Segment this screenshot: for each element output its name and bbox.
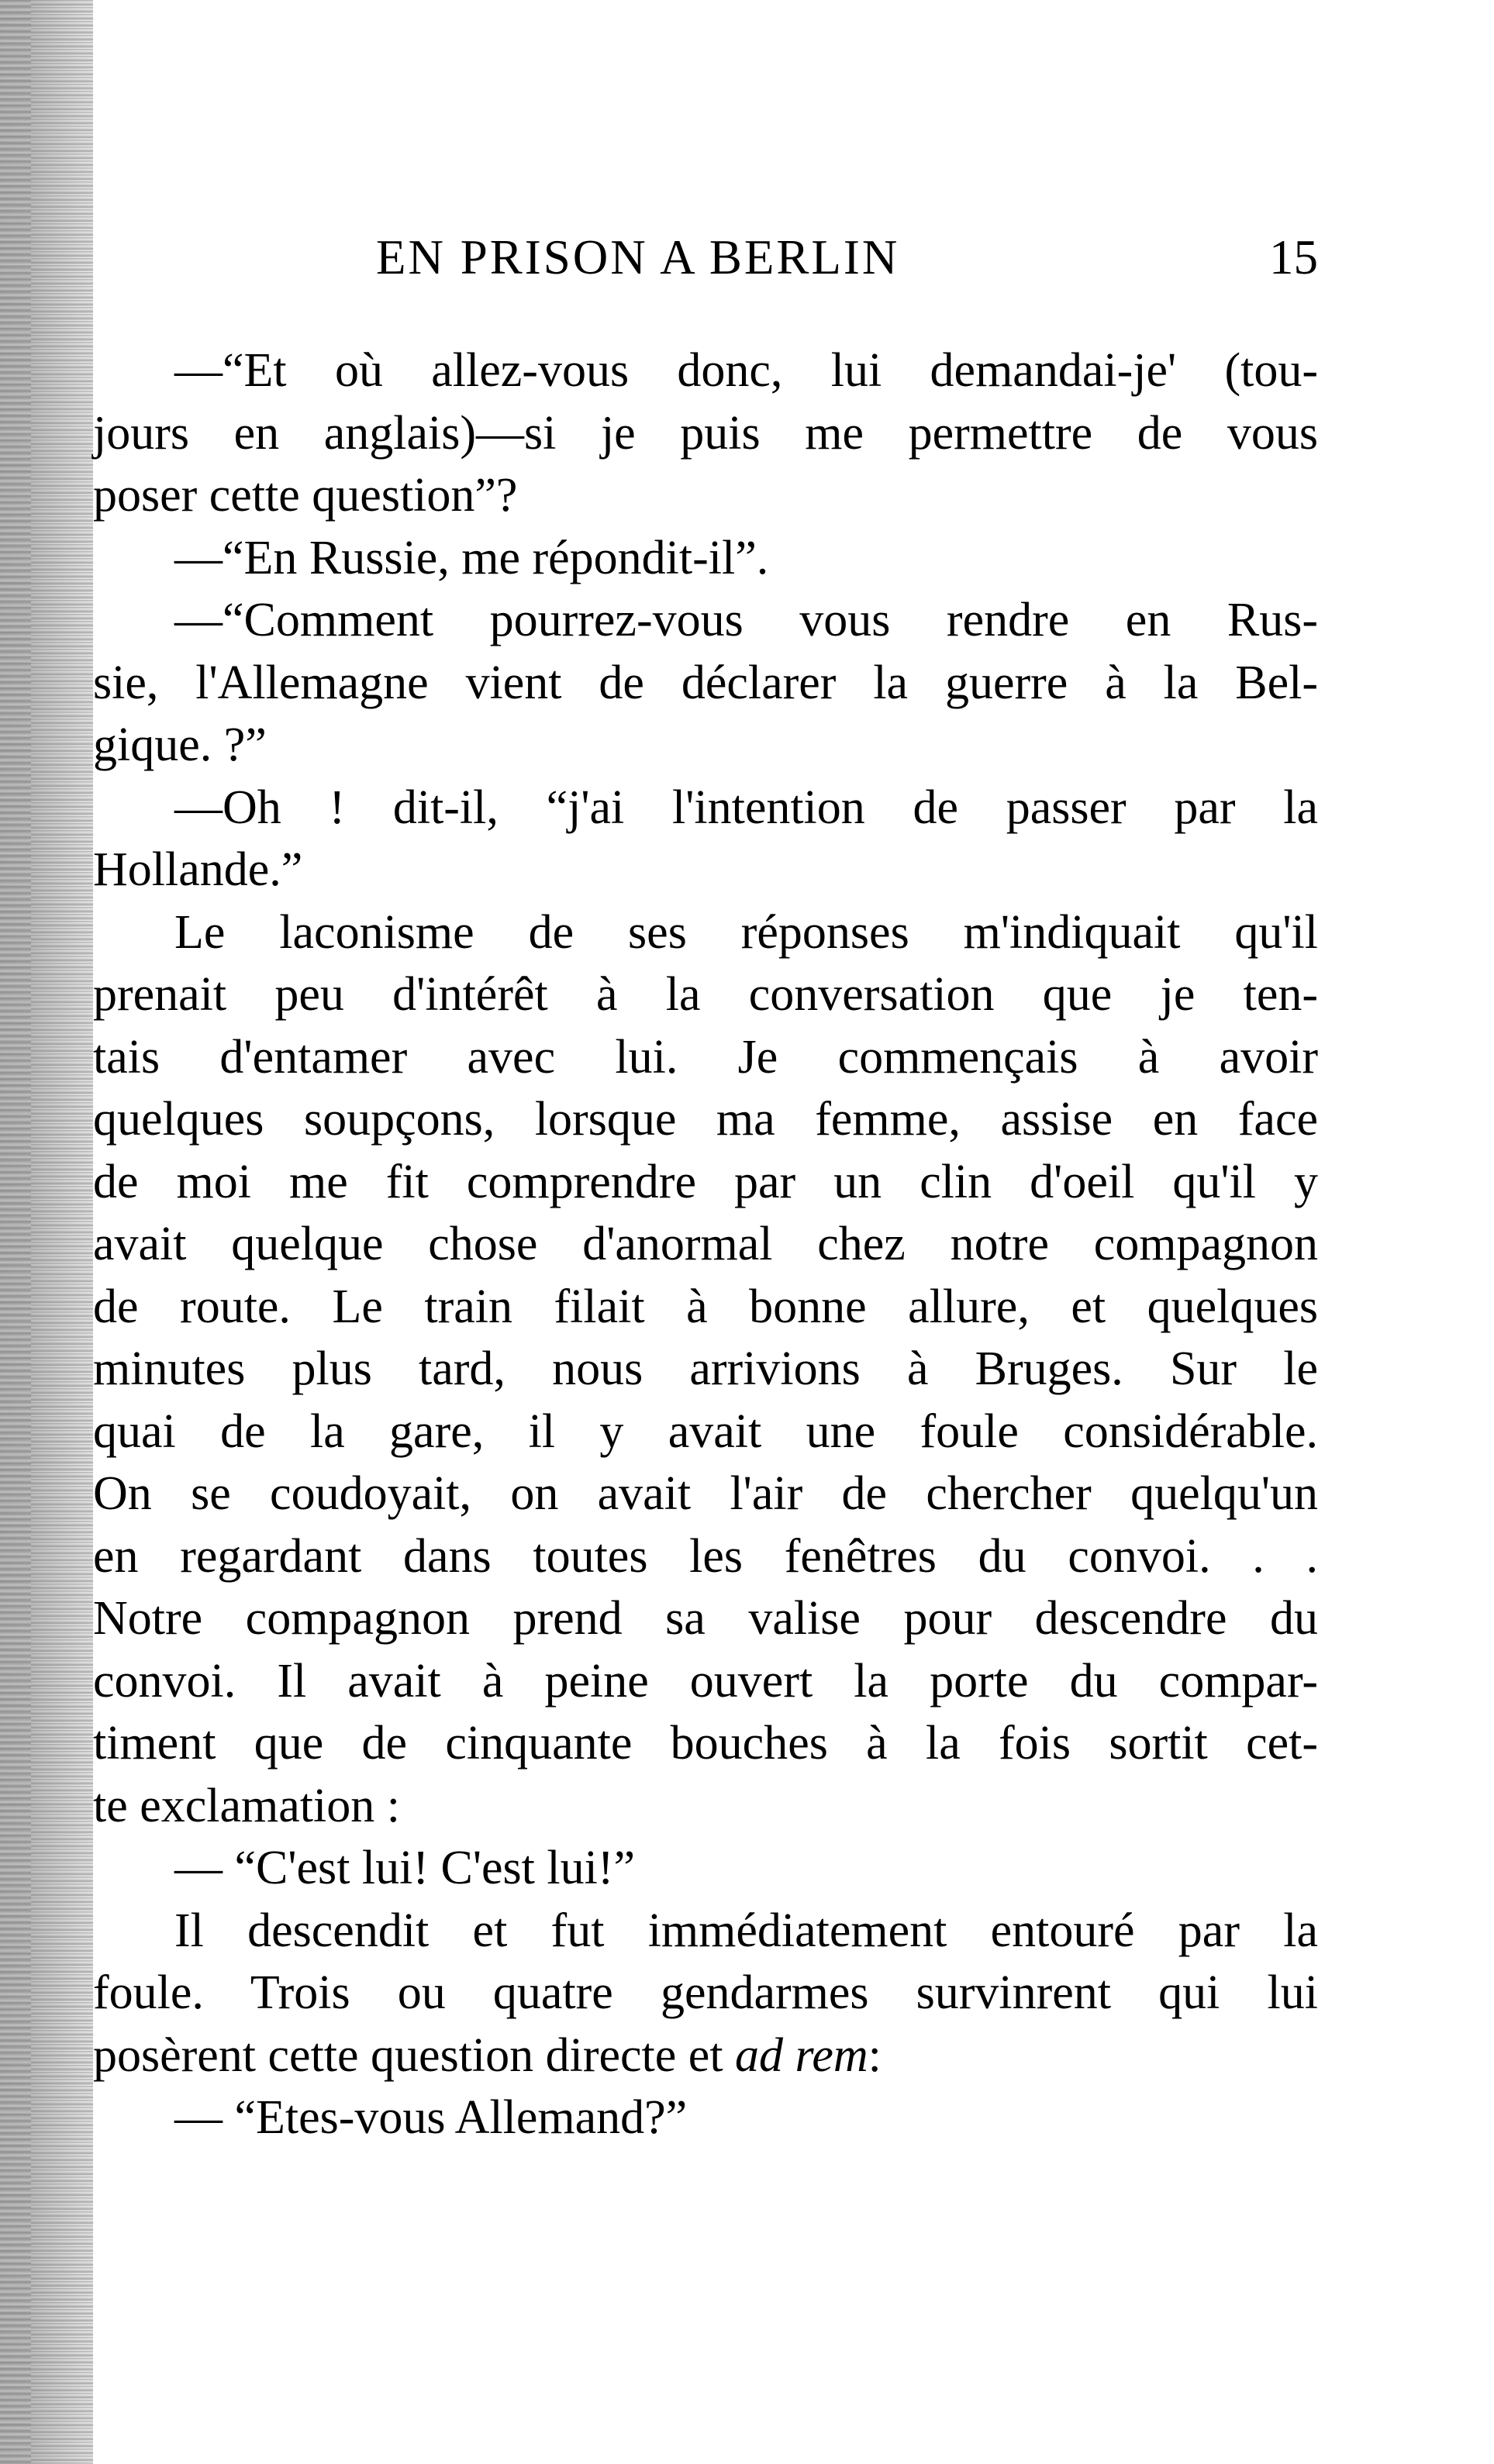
text-line: en regardant dans toutes les fenêtres du convoi. . . bbox=[93, 1529, 1318, 1583]
paragraph bbox=[93, 1837, 1318, 1900]
running-head bbox=[93, 226, 1318, 288]
text-line: poser cette question”? bbox=[93, 469, 518, 522]
running-title: EN PRISON A BERLIN bbox=[376, 230, 900, 284]
paragraph bbox=[93, 527, 1318, 590]
text-line-with-italic bbox=[93, 2025, 1318, 2087]
text-line: timent que de cinquante bouches à la fois sortit cet- bbox=[93, 1717, 1318, 1770]
text-line: minutes plus tard, nous arrivions à Bruges. Sur le bbox=[93, 1342, 1318, 1395]
text-line: —“Comment pourrez-vous vous rendre en Rus- bbox=[174, 594, 1318, 646]
paragraph bbox=[93, 2087, 1318, 2149]
text-line-start: posèrent cette question directe et bbox=[93, 2028, 736, 2082]
page-number: 15 bbox=[1269, 230, 1318, 284]
text-line: Notre compagnon prend sa valise pour descendre du bbox=[93, 1592, 1318, 1645]
text-line: avait quelque chose d'anormal chez notre compagnon bbox=[93, 1218, 1318, 1270]
text-line: sie, l'Allemagne vient de déclarer la guerre à la Bel- bbox=[93, 656, 1318, 709]
text-line: —“En Russie, me répondit-il”. bbox=[174, 531, 769, 584]
book-page bbox=[93, 0, 1318, 2464]
text-line: jours en anglais)—si je puis me permettre de vous bbox=[93, 406, 1318, 460]
text-line: foule. Trois ou quatre gendarmes survinrent qui lui bbox=[93, 1966, 1318, 2019]
text-line: Il descendit et fut immédiatement entouré par la bbox=[174, 1904, 1318, 1957]
paragraph bbox=[93, 777, 1318, 901]
text-line-end: : bbox=[868, 2028, 882, 2082]
text-line: de moi me fit comprendre par un clin d'oeil qu'il y bbox=[93, 1155, 1318, 1208]
text-line: —Oh ! dit-il, “j'ai l'intention de passer par la bbox=[174, 781, 1318, 834]
text-line: te exclamation : bbox=[93, 1779, 400, 1832]
text-line: quai de la gare, il y avait une foule considérable. bbox=[93, 1404, 1318, 1458]
text-line: de route. Le train filait à bonne allure, et quelques bbox=[93, 1280, 1318, 1333]
body-text bbox=[93, 339, 1318, 2149]
text-line: Hollande.” bbox=[93, 843, 303, 896]
italic-phrase: ad rem bbox=[735, 2028, 868, 2082]
paragraph bbox=[93, 1900, 1318, 2087]
text-line: —“Et où allez-vous donc, lui demandai-je' (tou- bbox=[174, 344, 1318, 397]
text-line: gique. ?” bbox=[93, 719, 267, 771]
scanned-binding-edge bbox=[0, 0, 93, 2464]
paragraph bbox=[93, 339, 1318, 527]
text-line: — “C'est lui! C'est lui!” bbox=[174, 1842, 636, 1894]
text-line: Le laconisme de ses réponses m'indiquait qu'il bbox=[174, 905, 1318, 959]
paragraph bbox=[93, 589, 1318, 777]
text-line: quelques soupçons, lorsque ma femme, assise en face bbox=[93, 1093, 1318, 1146]
text-line: prenait peu d'intérêt à la conversation que je ten- bbox=[93, 968, 1318, 1021]
paragraph bbox=[93, 901, 1318, 1838]
text-line: On se coudoyait, on avait l'air de chercher quelqu'un bbox=[93, 1467, 1318, 1520]
text-line: — “Etes-vous Allemand?” bbox=[174, 2091, 688, 2144]
text-line: tais d'entamer avec lui. Je commençais à avoir bbox=[93, 1030, 1318, 1084]
text-line: convoi. Il avait à peine ouvert la porte du compar- bbox=[93, 1654, 1318, 1708]
